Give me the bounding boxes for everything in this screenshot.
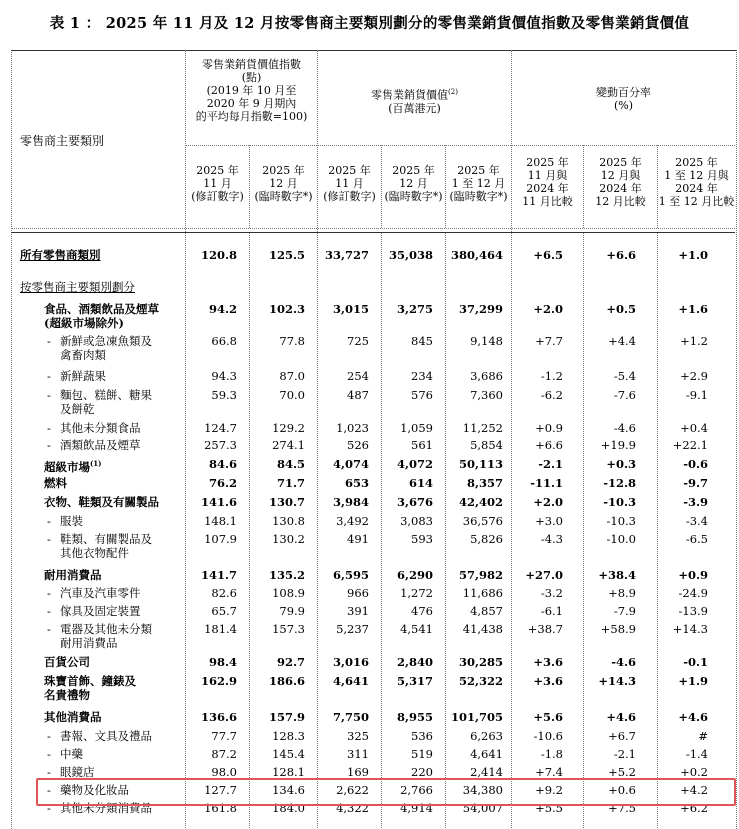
table-cell: 311 xyxy=(347,747,369,761)
table-cell: 42,402 xyxy=(458,495,503,509)
table-cell: -10.3 xyxy=(603,495,636,509)
row-label: 耐用消費品 xyxy=(44,568,102,582)
table-cell: -7.6 xyxy=(613,388,636,402)
indent-dash: - xyxy=(47,604,51,618)
table-cell: -3.2 xyxy=(540,586,563,600)
table-cell: 33,727 xyxy=(324,248,369,262)
table-cell: 254 xyxy=(347,369,369,383)
table-cell: 101,705 xyxy=(450,710,503,724)
table-cell: +7.4 xyxy=(535,765,563,779)
table-cell: 141.7 xyxy=(200,568,237,582)
table-cell: 30,285 xyxy=(458,655,503,669)
table-cell: -2.1 xyxy=(613,747,636,761)
table-cell: 87.2 xyxy=(211,747,237,761)
table-cell: 94.3 xyxy=(211,369,237,383)
table-cell: 157.9 xyxy=(268,710,305,724)
table-cell: +2.9 xyxy=(680,369,708,383)
table-cell: 845 xyxy=(411,334,433,348)
row-label: 其他消費品 xyxy=(44,710,102,724)
row-label: 麵包、糕餅、糖果 及餅乾 xyxy=(60,388,152,416)
row-label: 中藥 xyxy=(60,747,83,761)
table-cell: +3.6 xyxy=(533,674,563,688)
table-cell: 3,016 xyxy=(332,655,369,669)
table-cell: 4,322 xyxy=(336,801,369,815)
table-cell: 5,237 xyxy=(336,622,369,636)
table-cell: 98.0 xyxy=(211,765,237,779)
table-cell: -11.1 xyxy=(530,476,563,490)
table-cell: +0.5 xyxy=(606,302,636,316)
table-cell: 9,148 xyxy=(470,334,503,348)
table-cell: +1.6 xyxy=(678,302,708,316)
table-cell: 3,492 xyxy=(336,514,369,528)
indent-dash: - xyxy=(47,369,51,383)
table-cell: 536 xyxy=(411,729,433,743)
row-label: 燃料 xyxy=(44,476,67,490)
table-cell: 82.6 xyxy=(211,586,237,600)
table-cell: 1,059 xyxy=(400,421,433,435)
col-header-value-dec: 2025 年 12 月 (臨時數字*) xyxy=(384,164,443,203)
table-cell: 725 xyxy=(347,334,369,348)
indent-dash: - xyxy=(47,514,51,528)
table-cell: 87.0 xyxy=(279,369,305,383)
indent-dash: - xyxy=(47,622,51,636)
table-cell: -24.9 xyxy=(678,586,708,600)
table-cell: 128.1 xyxy=(272,765,305,779)
table-cell: +3.0 xyxy=(535,514,563,528)
table-cell: 37,299 xyxy=(458,302,503,316)
table-cell: +3.6 xyxy=(533,655,563,669)
indent-dash: - xyxy=(47,586,51,600)
table-cell: +6.2 xyxy=(680,801,708,815)
table-cell: +1.9 xyxy=(678,674,708,688)
table-cell: +0.4 xyxy=(680,421,708,435)
table-cell: 3,676 xyxy=(396,495,433,509)
table-cell: -0.1 xyxy=(683,655,708,669)
row-label: 服裝 xyxy=(60,514,83,528)
table-cell: +4.2 xyxy=(680,783,708,797)
table-cell: 162.9 xyxy=(200,674,237,688)
table-cell: 2,414 xyxy=(470,765,503,779)
row-label: 傢具及固定裝置 xyxy=(60,604,141,618)
table-cell: 125.5 xyxy=(268,248,305,262)
table-cell: +5.5 xyxy=(535,801,563,815)
table-cell: 966 xyxy=(347,586,369,600)
table-cell: 161.8 xyxy=(204,801,237,815)
table-cell: 234 xyxy=(411,369,433,383)
table-cell: +22.1 xyxy=(672,438,708,452)
indent-dash: - xyxy=(47,747,51,761)
table-cell: -6.2 xyxy=(540,388,563,402)
table-cell: -9.1 xyxy=(685,388,708,402)
row-label: 其他未分類消費品 xyxy=(60,801,152,815)
table-cell: 184.0 xyxy=(272,801,305,815)
table-cell: 120.8 xyxy=(200,248,237,262)
table-cell: 130.2 xyxy=(272,532,305,546)
row-label: 新鮮或急凍魚類及 禽畜肉類 xyxy=(60,334,152,362)
indent-dash: - xyxy=(47,388,51,402)
row-label: 汽車及汽車零件 xyxy=(60,586,141,600)
table-cell: 4,641 xyxy=(332,674,369,688)
table-cell: 1,023 xyxy=(336,421,369,435)
table-cell: +7.5 xyxy=(608,801,636,815)
table-cell: 54,007 xyxy=(462,801,503,815)
table-cell: +19.9 xyxy=(600,438,636,452)
table-cell: 50,113 xyxy=(458,457,503,471)
table-cell: +4.6 xyxy=(678,710,708,724)
table-cell: -12.8 xyxy=(603,476,636,490)
row-label: 新鮮蔬果 xyxy=(60,369,106,383)
col-header-index-nov: 2025 年 11 月 (修訂數字) xyxy=(191,164,244,203)
col-header-value-nov: 2025 年 11 月 (修訂數字) xyxy=(323,164,376,203)
table-cell: 181.4 xyxy=(204,622,237,636)
table-cell: -7.9 xyxy=(613,604,636,618)
row-label: 百貨公司 xyxy=(44,655,90,669)
table-cell: +6.6 xyxy=(606,248,636,262)
table-cell: +9.2 xyxy=(535,783,563,797)
table-cell: 169 xyxy=(347,765,369,779)
table-cell: 41,438 xyxy=(462,622,503,636)
table-cell: 124.7 xyxy=(204,421,237,435)
table-cell: 148.1 xyxy=(204,514,237,528)
table-cell: 653 xyxy=(344,476,369,490)
row-label: 其他未分類食品 xyxy=(60,421,141,435)
table-cell: 79.9 xyxy=(279,604,305,618)
table-cell: 186.6 xyxy=(268,674,305,688)
table-cell: +7.7 xyxy=(535,334,563,348)
table-cell: +6.7 xyxy=(608,729,636,743)
row-label: 衣物、鞋類及有關製品 xyxy=(44,495,159,509)
table-cell: 59.3 xyxy=(211,388,237,402)
table-cell: 2,622 xyxy=(336,783,369,797)
table-cell: -3.9 xyxy=(683,495,708,509)
table-cell: 391 xyxy=(347,604,369,618)
table-cell: 84.5 xyxy=(276,457,305,471)
table-cell: +2.0 xyxy=(533,302,563,316)
indent-dash: - xyxy=(47,765,51,779)
table-cell: 94.2 xyxy=(208,302,237,316)
table-cell: 8,955 xyxy=(396,710,433,724)
table-cell: 70.0 xyxy=(279,388,305,402)
table-cell: 614 xyxy=(408,476,433,490)
table-cell: -4.3 xyxy=(540,532,563,546)
table-cell: 1,272 xyxy=(400,586,433,600)
table-title: 表 1 ： 2025 年 11 月及 12 月按零售商主要類別劃分的零售業銷貨價值指數及零售業銷貨價值 xyxy=(49,15,690,32)
table-cell: -0.6 xyxy=(683,457,708,471)
table-cell: 157.3 xyxy=(272,622,305,636)
value-group-header: 零售業銷貨價值$^{(2)}$ (百萬港元) xyxy=(371,88,458,115)
table-cell: 561 xyxy=(411,438,433,452)
table-cell: -5.4 xyxy=(613,369,636,383)
table-cell: 4,857 xyxy=(470,604,503,618)
table-cell: +0.9 xyxy=(535,421,563,435)
table-cell: 98.4 xyxy=(208,655,237,669)
table-cell: 145.4 xyxy=(272,747,305,761)
pct-group-header: 變動百分率 (%) xyxy=(596,86,651,112)
table-cell: 130.8 xyxy=(272,514,305,528)
table-cell: 274.1 xyxy=(272,438,305,452)
table-cell: +8.9 xyxy=(608,586,636,600)
table-cell: -2.1 xyxy=(538,457,563,471)
table-cell: 76.2 xyxy=(208,476,237,490)
table-cell: +14.3 xyxy=(672,622,708,636)
table-cell: -9.7 xyxy=(683,476,708,490)
table-cell: +5.6 xyxy=(533,710,563,724)
table-cell: +1.2 xyxy=(680,334,708,348)
table-cell: 71.7 xyxy=(276,476,305,490)
table-cell: +14.3 xyxy=(598,674,636,688)
table-cell: 65.7 xyxy=(211,604,237,618)
table-cell: 52,322 xyxy=(458,674,503,688)
table-cell: 136.6 xyxy=(200,710,237,724)
table-cell: 7,750 xyxy=(332,710,369,724)
indent-dash: - xyxy=(47,532,51,546)
table-cell: 129.2 xyxy=(272,421,305,435)
table-cell: 11,686 xyxy=(462,586,503,600)
table-cell: -10.3 xyxy=(606,514,636,528)
row-label: 書報、文具及禮品 xyxy=(60,729,152,743)
indent-dash: - xyxy=(47,729,51,743)
table-cell: 4,074 xyxy=(332,457,369,471)
table-cell: 5,317 xyxy=(396,674,433,688)
table-cell: +38.4 xyxy=(598,568,636,582)
row-label: 食品、酒類飲品及煙草 (超級市場除外) xyxy=(44,302,159,330)
table-cell: 593 xyxy=(411,532,433,546)
table-cell: +27.0 xyxy=(525,568,563,582)
table-cell: +4.6 xyxy=(606,710,636,724)
row-label: 酒類飲品及煙草 xyxy=(60,438,141,452)
table-cell: +0.3 xyxy=(606,457,636,471)
table-cell: 107.9 xyxy=(204,532,237,546)
table-cell: 11,252 xyxy=(462,421,503,435)
table-cell: 108.9 xyxy=(272,586,305,600)
table-cell: +6.5 xyxy=(533,248,563,262)
table-cell: 66.8 xyxy=(211,334,237,348)
table-cell: +6.6 xyxy=(535,438,563,452)
col-header-value-ytd: 2025 年 1 至 12 月 (臨時數字*) xyxy=(449,164,508,203)
table-cell: 3,984 xyxy=(332,495,369,509)
table-cell: 4,641 xyxy=(470,747,503,761)
table-cell: 6,290 xyxy=(396,568,433,582)
indent-dash: - xyxy=(47,783,51,797)
table-cell: 3,083 xyxy=(400,514,433,528)
table-cell: 576 xyxy=(411,388,433,402)
indent-dash: - xyxy=(47,421,51,435)
table-cell: 5,854 xyxy=(470,438,503,452)
row-label: 鞋類、有關製品及 其他衣物配件 xyxy=(60,532,152,560)
row-label: 電器及其他未分類 耐用消費品 xyxy=(60,622,152,650)
table-cell: 77.8 xyxy=(279,334,305,348)
table-cell: -6.1 xyxy=(540,604,563,618)
col-header-index-dec: 2025 年 12 月 (臨時數字*) xyxy=(254,164,313,203)
table-cell: 526 xyxy=(347,438,369,452)
table-cell: -4.6 xyxy=(613,421,636,435)
table-cell: 6,263 xyxy=(470,729,503,743)
row-label: 超級市場$^{(1)}$ xyxy=(44,459,102,474)
table-cell: 4,914 xyxy=(400,801,433,815)
table-cell: 4,072 xyxy=(396,457,433,471)
table-cell: 220 xyxy=(411,765,433,779)
highlight-box xyxy=(36,778,736,806)
table-cell: +4.4 xyxy=(608,334,636,348)
table-cell: 77.7 xyxy=(211,729,237,743)
indent-dash: - xyxy=(47,438,51,452)
category-column-header: 零售商主要類別 xyxy=(20,134,105,148)
col-header-pct-dec: 2025 年 12 月與 2024 年 12 月比較 xyxy=(595,156,646,208)
table-cell: -3.4 xyxy=(685,514,708,528)
row-label: 所有零售商類別 xyxy=(20,248,101,262)
table-cell: 2,766 xyxy=(400,783,433,797)
table-cell: 128.3 xyxy=(272,729,305,743)
table-cell: 8,357 xyxy=(466,476,503,490)
col-header-pct-nov: 2025 年 11 月與 2024 年 11 月比較 xyxy=(522,156,573,208)
table-cell: 3,275 xyxy=(396,302,433,316)
table-cell: 34,380 xyxy=(462,783,503,797)
table-cell: -1.8 xyxy=(540,747,563,761)
table-cell: 35,038 xyxy=(388,248,433,262)
row-label: 眼鏡店 xyxy=(60,765,95,779)
table-cell: 380,464 xyxy=(450,248,503,262)
table-cell: 325 xyxy=(347,729,369,743)
table-cell: +38.7 xyxy=(527,622,563,636)
table-cell: +58.9 xyxy=(600,622,636,636)
table-cell: -6.5 xyxy=(685,532,708,546)
row-label: 按零售商主要類別劃分 xyxy=(20,280,135,294)
table-cell: 141.6 xyxy=(200,495,237,509)
row-label: 藥物及化妝品 xyxy=(60,783,129,797)
indent-dash: - xyxy=(47,334,51,348)
table-cell: 3,686 xyxy=(470,369,503,383)
table-cell: 2,840 xyxy=(396,655,433,669)
row-label: 珠寶首飾、鐘錶及 名貴禮物 xyxy=(44,674,136,702)
table-cell: 127.7 xyxy=(204,783,237,797)
table-cell: -10.0 xyxy=(606,532,636,546)
table-cell: 257.3 xyxy=(204,438,237,452)
table-cell: 519 xyxy=(411,747,433,761)
table-cell: 102.3 xyxy=(268,302,305,316)
table-cell: 7,360 xyxy=(470,388,503,402)
table-cell: +2.0 xyxy=(533,495,563,509)
table-cell: 84.6 xyxy=(208,457,237,471)
table-cell: 92.7 xyxy=(276,655,305,669)
table-cell: 4,541 xyxy=(400,622,433,636)
table-cell: -1.4 xyxy=(685,747,708,761)
table-cell: 130.7 xyxy=(268,495,305,509)
table-cell: -10.6 xyxy=(533,729,563,743)
col-header-pct-ytd: 2025 年 1 至 12 月與 2024 年 1 至 12 月比較 xyxy=(658,156,735,208)
indent-dash: - xyxy=(47,801,51,815)
table-cell: -1.2 xyxy=(540,369,563,383)
table-cell: 487 xyxy=(347,388,369,402)
table-cell: 491 xyxy=(347,532,369,546)
table-cell: # xyxy=(698,729,708,743)
table-cell: 36,576 xyxy=(462,514,503,528)
table-cell: 3,015 xyxy=(332,302,369,316)
table-cell: 134.6 xyxy=(272,783,305,797)
table-cell: 57,982 xyxy=(458,568,503,582)
table-cell: 5,826 xyxy=(470,532,503,546)
table-cell: -4.6 xyxy=(611,655,636,669)
table-cell: 6,595 xyxy=(332,568,369,582)
table-cell: +0.2 xyxy=(680,765,708,779)
table-cell: +0.9 xyxy=(678,568,708,582)
table-cell: +1.0 xyxy=(678,248,708,262)
table-cell: +5.2 xyxy=(608,765,636,779)
table-cell: -13.9 xyxy=(678,604,708,618)
index-group-header: 零售業銷貨價值指數 (點) (2019 年 10 月至 2020 年 9 月期內 的平均每月指數=100) xyxy=(195,58,308,123)
table-cell: +0.6 xyxy=(608,783,636,797)
table-cell: 476 xyxy=(411,604,433,618)
table-cell: 135.2 xyxy=(268,568,305,582)
